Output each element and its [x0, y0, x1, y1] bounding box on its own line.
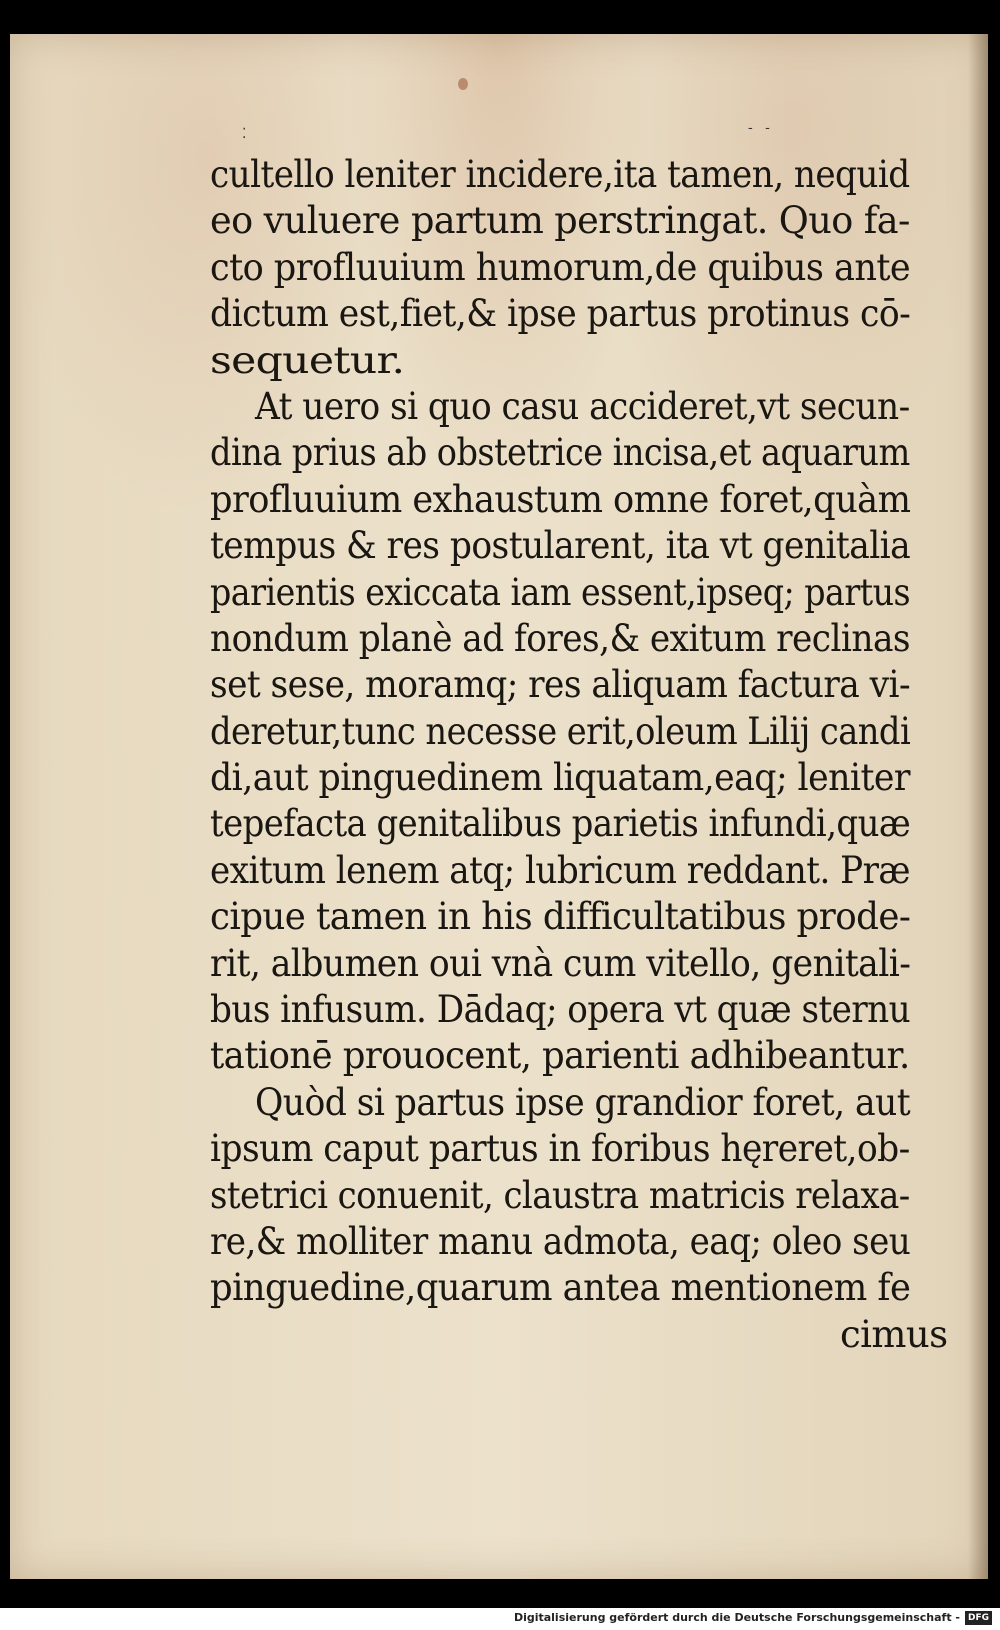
dfg-logo-icon: DFG: [965, 1611, 992, 1625]
text-line: dictum est,fiet,& ipse partus protinus cō-: [210, 292, 911, 336]
text-line: tempus & res postularent, ita vt genitalia: [210, 524, 911, 568]
text-line: cultello leniter incidere,ita tamen, nequid: [210, 153, 910, 196]
page-edge-shadow: [968, 34, 988, 1579]
footer-bar: [0, 1608, 1000, 1630]
text-line: eo vuluere partum perstringat. Quo fa-: [210, 199, 910, 243]
text-line: sequetur.: [210, 338, 405, 382]
text-line: parientis exiccata iam essent,ipseq; partus: [210, 570, 911, 614]
text-line: rit, albumen oui vnà cum vitello, genitali-: [210, 941, 911, 985]
text-line: tepefacta genitalibus parietis infundi,quæ: [210, 802, 911, 846]
text-line: di,aut pinguedinem liquatam,eaq; leniter: [210, 756, 910, 800]
text-line: cto profluuium humorum,de quibus ante: [210, 245, 911, 289]
text-line: exitum lenem atq; lubricum reddant. Præ: [210, 848, 910, 892]
page-stain: [458, 78, 468, 90]
text-line: Quòd si partus ipse grandior foret, aut: [255, 1080, 911, 1124]
text-line: pinguedine,quarum antea mentionem fe: [210, 1266, 911, 1310]
funding-notice: Digitalisierung gefördert durch die Deutsche Forschungsgemeinschaft -: [513, 1611, 960, 1624]
text-line: ipsum caput partus in foribus hęreret,ob-: [210, 1127, 910, 1171]
text-line: cipue tamen in his difficultatibus prode-: [210, 895, 911, 939]
text-line: profluuium exhaustum omne foret,quàm: [210, 477, 911, 521]
text-line: dina prius ab obstetrice incisa,et aquarum: [210, 431, 910, 475]
ornament-mark-right: - -: [748, 120, 774, 136]
text-line: deretur,tunc necesse erit,oleum Lilij candi: [210, 709, 911, 753]
text-line: set sese, moramq; res aliquam factura vi-: [210, 663, 911, 707]
text-line: nondum planè ad fores,& exitum reclinas: [210, 616, 910, 660]
ornament-mark-left: ⁚: [242, 126, 249, 142]
text-line: stetrici conuenit, claustra matricis relaxa-: [210, 1173, 910, 1217]
text-line: re,& molliter manu admota, eaq; oleo seu: [210, 1219, 911, 1263]
catchword: cimus: [840, 1312, 948, 1356]
book-page: [10, 34, 988, 1579]
text-block: [210, 152, 950, 1358]
text-line: At uero si quo casu accideret,vt secun-: [255, 384, 910, 428]
text-line: bus infusum. Dādaq; opera vt quæ sternu: [210, 988, 911, 1032]
text-line: tationē prouocent, parienti adhibeantur.: [210, 1034, 910, 1078]
